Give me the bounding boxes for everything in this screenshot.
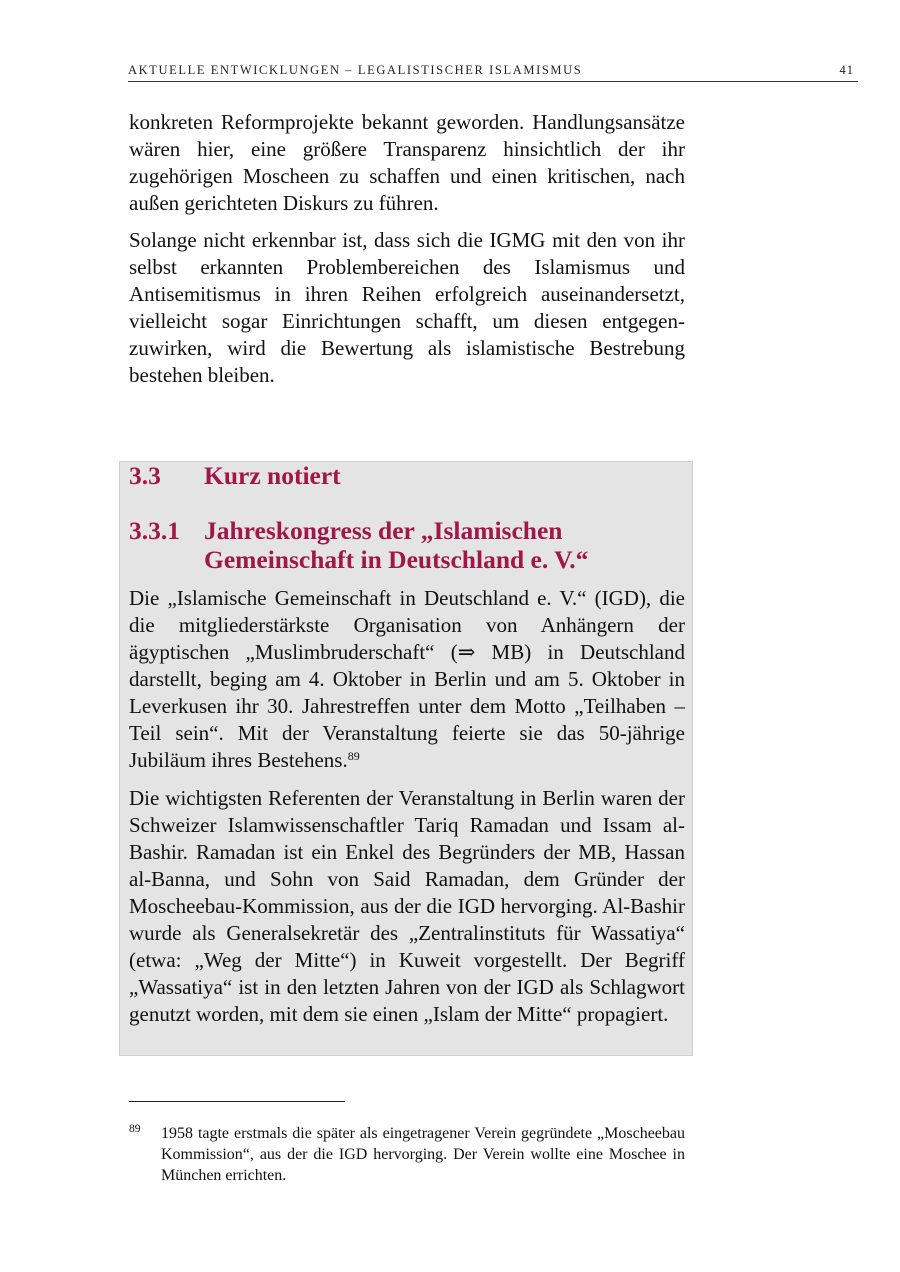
section-number: 3.3 [129,461,161,490]
paragraph-igd-congress-text: Die „Islamische Gemeinschaft in Deutschland e. V.“ (IGD), die die mitgliederstärkste Organisation von Anhängern der ägyptischen „Muslimbruderschaft“ (⇒ MB) in Deutschland darstellt, beging am 4. Oktober in Berlin und am 5. Oktober in Leverkusen ihr 30. Jahrestreffen unter dem Motto „Teilhaben – Teil sein“. Mit der Veranstaltung feierte sie das 50-jährige Jubiläum ihres Bestehens. [129,586,685,772]
footnote-number: 89 [129,1123,141,1135]
paragraph-speakers: Die wichtigsten Referenten der Veranstaltung in Berlin waren der Schweizer Islamwissenschaftler Tariq Ramadan und Issam al-Bashir. Ramadan ist ein Enkel des Begründers der MB, Hassan al-Banna, und Sohn von Said Ramadan, dem Gründer der Moscheebau-Kommission, aus der die IGD hervorging. Al-Bashir wurde als Generalsekretär des „Zentralinstituts für Wassatiya“ (etwa: „Weg der Mitte“) in Kuweit vorgestellt. Der Begriff „Wassatiya“ ist in den letzten Jahren von der IGD als Schlagwort genutzt worden, mit dem sie einen „Islam der Mitte“ propagiert. [129,786,685,1026]
paragraph-assessment: Solange nicht erkennbar ist, dass sich die IGMG mit den von ihr selbst erkannten Problembereichen des Islamismus und Antisemitismus in ihren Reihen erfolgreich auseinandersetzt, vielleicht sogar Einrichtungen schafft, um diesen entgegenzuwirken, wird die Bewertung als islamistische Bestrebung bestehen bleiben. [129,228,685,387]
running-header-title: AKTUELLE ENTWICKLUNGEN – LEGALISTISCHER ISLAMISMUS [128,63,583,77]
footnote-text: 1958 tagte erstmals die später als eingetragener Verein gegründete „Moscheebau Kommission“, aus der die IGD hervorging. Der Verein wollte eine Moschee in München errichten. [161,1125,685,1184]
page-number: 41 [839,63,854,77]
footnote-divider [129,1101,345,1102]
subsection-number: 3.3.1 [129,516,180,545]
paragraph-igd-congress [129,585,685,774]
running-header [128,63,858,82]
subsection-title: Jahreskongress der „Islamischen Gemeinschaft in Deutschland e. V.“ [204,516,589,574]
paragraph-reform: konkreten Reformprojekte bekannt geworden. Handlungsansätze wären hier, eine größere Transparenz hinsichtlich der ihr zugehörigen Moscheen zu schaffen und einen kritischen, nach außen gerichteten Diskurs zu führen. [129,110,685,215]
footnote-reference[interactable]: 89 [347,749,360,763]
section-title: Kurz notiert [204,461,341,490]
